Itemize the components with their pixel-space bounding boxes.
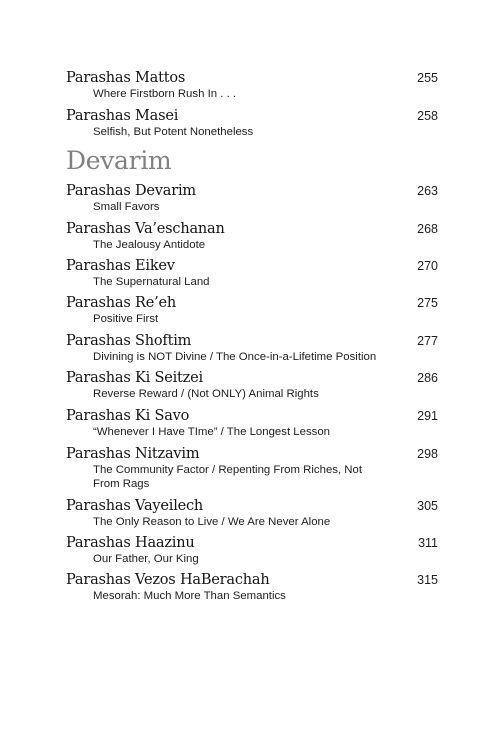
- entry-page-number: 268: [417, 222, 438, 236]
- entry-title: Parashas Masei: [66, 108, 179, 124]
- toc-entry-devarim: [66, 182, 438, 214]
- entry-subtitle: Positive First: [93, 313, 159, 325]
- entry-subtitle: The Jealousy Antidote: [93, 239, 206, 251]
- entry-title: Parashas Ki Savo: [66, 408, 190, 424]
- entry-title: Parashas Va’eschanan: [66, 221, 225, 237]
- entry-page-number: 311: [418, 536, 438, 550]
- entry-title: Parashas Re’eh: [66, 295, 177, 311]
- entry-subtitle: The Supernatural Land: [93, 276, 210, 288]
- toc-entry-mattos: [66, 69, 438, 101]
- entry-page-number: 315: [417, 573, 438, 587]
- entry-page-number: 305: [417, 499, 438, 513]
- entry-title: Parashas Haazinu: [66, 535, 195, 551]
- entry-subtitle: Where Firstborn Rush In . . .: [93, 88, 237, 100]
- entry-title: Parashas Vezos HaBerachah: [66, 572, 270, 588]
- entry-page-number: 270: [417, 259, 438, 273]
- entry-title: Parashas Vayeilech: [66, 498, 204, 514]
- entry-subtitle: Reverse Reward / (Not ONLY) Animal Rights: [93, 388, 319, 400]
- entry-page-number: 286: [417, 371, 438, 385]
- entry-page-number: 275: [417, 296, 438, 310]
- entry-subtitle: Small Favors: [93, 201, 160, 213]
- toc-entry-ki-savo: [66, 407, 438, 439]
- entry-title: Parashas Nitzavim: [66, 446, 200, 462]
- toc-entry-haazinu: [66, 534, 438, 566]
- entry-subtitle: The Only Reason to Live / We Are Never Alone: [93, 516, 331, 528]
- toc-entry-masei: [66, 107, 438, 139]
- entry-subtitle: Divining is NOT Divine / The Once-in-a-Lifetime Position: [93, 351, 377, 363]
- entry-title: Parashas Devarim: [66, 183, 196, 199]
- entry-page-number: 298: [417, 447, 438, 461]
- entry-title: Parashas Shoftim: [66, 333, 192, 349]
- toc-entry-vezos-haberachah: [66, 571, 438, 603]
- toc-entry-eikev: [66, 257, 438, 289]
- entry-subtitle: Selfish, But Potent Nonetheless: [93, 126, 254, 138]
- toc-entry-vaeschanan: [66, 220, 438, 252]
- entry-subtitle: The Community Factor / Repenting From Riches, Not From Rags: [93, 464, 363, 490]
- toc-entry-reeh: [66, 294, 438, 326]
- entry-subtitle: Mesorah: Much More Than Semantics: [93, 590, 286, 602]
- entry-page-number: 263: [417, 184, 438, 198]
- entry-title: Parashas Mattos: [66, 70, 186, 86]
- section-heading-devarim: Devarim: [66, 146, 172, 175]
- entry-page-number: 258: [417, 109, 438, 123]
- entry-title: Parashas Ki Seitzei: [66, 370, 203, 386]
- entry-page-number: 277: [417, 334, 438, 348]
- entry-page-number: 291: [417, 409, 438, 423]
- toc-entry-shoftim: [66, 332, 438, 364]
- entry-title: Parashas Eikev: [66, 258, 175, 274]
- entry-page-number: 255: [417, 71, 438, 85]
- entry-subtitle: Our Father, Our King: [93, 553, 199, 565]
- entry-subtitle: “Whenever I Have TIme” / The Longest Lesson: [93, 426, 331, 438]
- toc-entry-vayeilech: [66, 497, 438, 529]
- toc-entry-nitzavim: [66, 445, 438, 491]
- toc-entry-ki-seitzei: [66, 369, 438, 401]
